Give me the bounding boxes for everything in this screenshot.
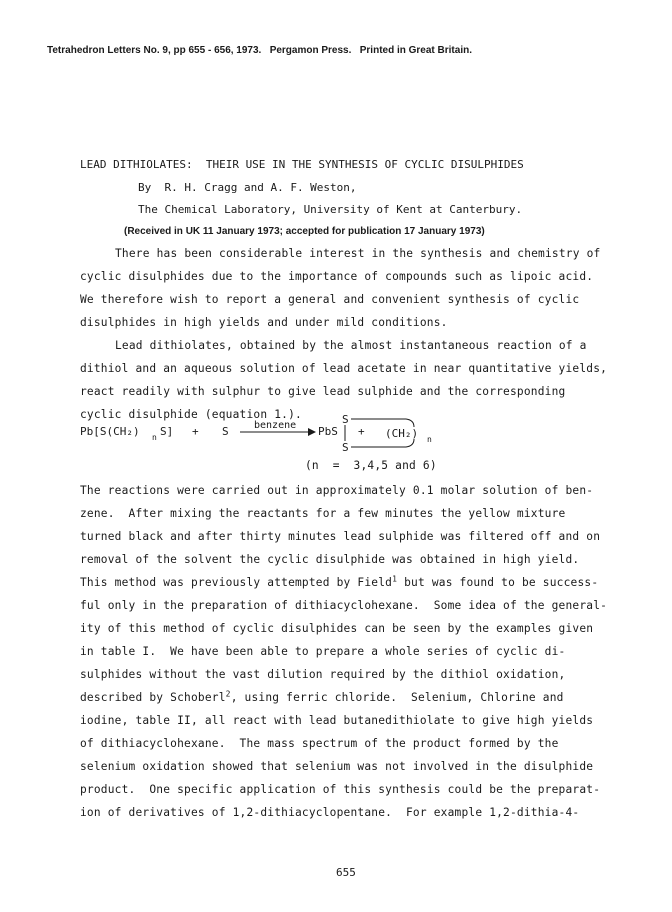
article-title: LEAD DITHIOLATES: THEIR USE IN THE SYNTHESIS OF CYCLIC DISULPHIDES: [80, 158, 524, 171]
equation-condition: (n = 3,4,5 and 6): [305, 459, 437, 472]
received-date: (Received in UK 11 January 1973; accepted for publication 17 January 1973): [124, 226, 485, 237]
page-number: 655: [336, 866, 356, 879]
body-line: [80, 576, 598, 590]
eq-sulphur: S: [222, 425, 229, 438]
journal-citation: Tetrahedron Letters No. 9, pp 655 - 656, 1973.: [47, 45, 262, 56]
body-text: , using ferric chloride. Selenium, Chlorine and: [230, 691, 564, 704]
body-line: removal of the solvent the cyclic disulphide was obtained in high yield.: [80, 553, 580, 566]
eq-reactant-subscript: n: [152, 433, 157, 442]
body-line: dithiol and an aqueous solution of lead acetate in near quantitative yields,: [80, 362, 608, 375]
eq-arrow-label: benzene: [254, 420, 297, 431]
body-text: described by Schoberl: [80, 691, 226, 704]
body-line: turned black and after thirty minutes lead sulphide was filtered off and on: [80, 530, 601, 543]
body-line: sulphides without the vast dilution required by the dithiol oxidation,: [80, 668, 566, 681]
eq-ring-s-top: S: [342, 413, 349, 426]
body-line: zene. After mixing the reactants for a few minutes the yellow mixture: [80, 507, 566, 520]
body-line: react readily with sulphur to give lead sulphide and the corresponding: [80, 385, 566, 398]
eq-ring-s-bottom: S: [342, 441, 349, 454]
arrowhead-icon: [308, 428, 316, 436]
body-line: We therefore wish to report a general and convenient synthesis of cyclic: [80, 293, 580, 306]
body-line: cyclic disulphide (equation 1.).: [80, 408, 302, 421]
publisher: Pergamon Press.: [269, 45, 352, 56]
body-text: but was found to be success-: [397, 576, 599, 589]
body-line: ful only in the preparation of dithiacyclohexane. Some idea of the general-: [80, 599, 608, 612]
eq-reactant: Pb[S(CH₂): [80, 425, 140, 438]
body-text: This method was previously attempted by Field: [80, 576, 393, 589]
body-line: iodine, table II, all react with lead butanedithiolate to give high yields: [80, 714, 594, 727]
eq-reactant-end: S]: [160, 425, 174, 438]
body-line: ion of derivatives of 1,2-dithiacyclopentane. For example 1,2-dithia-4-: [80, 806, 580, 819]
equation-graphic: [80, 413, 600, 459]
ring-bond-bottom: [351, 439, 414, 447]
printed-location: Printed in Great Britain.: [359, 45, 472, 56]
body-line: disulphides in high yields and under mild conditions.: [80, 316, 448, 329]
body-line: product. One specific application of this synthesis could be the preparat-: [80, 783, 601, 796]
body-line: The reactions were carried out in approximately 0.1 molar solution of ben-: [80, 484, 594, 497]
body-line: ity of this method of cyclic disulphides can be seen by the examples given: [80, 622, 594, 635]
body-line: of dithiacyclohexane. The mass spectrum of the product formed by the: [80, 737, 559, 750]
equation-1: [80, 413, 600, 459]
eq-ring-subscript: n: [427, 435, 432, 444]
authors: By R. H. Cragg and A. F. Weston,: [138, 181, 357, 194]
body-line: cyclic disulphides due to the importance of compounds such as lipoic acid.: [80, 270, 594, 283]
reference-1: 1: [392, 574, 398, 584]
eq-plus: +: [192, 425, 199, 438]
eq-plus: +: [358, 425, 365, 438]
eq-ring-chain: (CH₂): [385, 427, 419, 440]
body-line: Lead dithiolates, obtained by the almost instantaneous reaction of a: [115, 339, 587, 352]
reference-2: 2: [225, 689, 231, 699]
eq-product-pbs: PbS: [318, 425, 338, 438]
journal-header: [47, 44, 472, 58]
body-line: in table I. We have been able to prepare a whole series of cyclic di-: [80, 645, 566, 658]
body-line: There has been considerable interest in the synthesis and chemistry of: [115, 247, 601, 260]
body-line: selenium oxidation showed that selenium was not involved in the disulphide: [80, 760, 594, 773]
body-line: [80, 691, 564, 705]
affiliation: The Chemical Laboratory, University of Kent at Canterbury.: [138, 203, 523, 216]
